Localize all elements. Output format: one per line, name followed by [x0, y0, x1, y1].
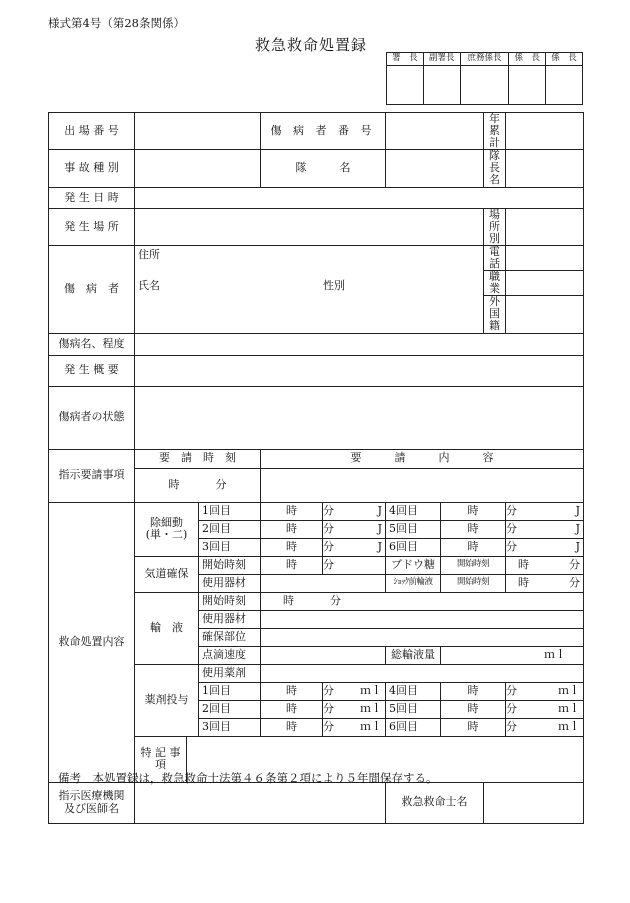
- paramedic-name-field[interactable]: [484, 782, 584, 823]
- drug-used-field[interactable]: [261, 664, 584, 682]
- airway-minute[interactable]: [323, 556, 386, 574]
- defib-hour: 時: [441, 520, 506, 538]
- team-leader-label: 隊 長 名: [484, 150, 506, 187]
- airway-hour: 時: [261, 556, 323, 574]
- defib-label: [135, 502, 199, 556]
- address-label: 住所: [138, 247, 160, 261]
- drug-min-ml[interactable]: [323, 718, 386, 736]
- defib-round-1: 1回目: [199, 502, 261, 520]
- place-type-field[interactable]: [506, 208, 584, 245]
- minute-unit: 分: [330, 593, 342, 607]
- defib-round-4: 4回目: [386, 502, 441, 520]
- minute-unit: 分: [323, 557, 335, 571]
- airway-equipment-label: 使用器材: [199, 574, 261, 592]
- stamp-box[interactable]: [509, 66, 546, 105]
- drug-round-3: 3回目: [199, 718, 261, 736]
- minute-unit: 分: [506, 719, 518, 733]
- drug-hour: 時: [261, 718, 323, 736]
- joule-unit: J: [377, 539, 383, 553]
- directing-institution-line2: 及び医師名: [64, 801, 119, 815]
- defib-hour: 時: [261, 538, 323, 556]
- occupation-label: 職 業: [484, 271, 506, 296]
- minute-unit: 分: [215, 477, 227, 491]
- drug-round-4: 4回目: [386, 682, 441, 700]
- drug-round-2: 2回目: [199, 700, 261, 718]
- patient-condition-label: 傷病者の状態: [49, 386, 135, 449]
- nationality-field[interactable]: [506, 296, 584, 333]
- team-leader-field[interactable]: [506, 150, 584, 187]
- infusion-equipment-field[interactable]: [261, 610, 584, 628]
- stamp-label: 署 長: [387, 53, 424, 66]
- request-content-field[interactable]: [261, 468, 584, 502]
- request-time-label: 要 請 時 刻: [135, 449, 261, 468]
- hour-unit: 時: [518, 557, 530, 571]
- defib-title: 除細動: [150, 515, 183, 529]
- drug-hour: 時: [441, 682, 506, 700]
- joule-unit: J: [575, 521, 581, 535]
- minute-unit: 分: [323, 521, 335, 535]
- hour-unit: 時: [283, 593, 295, 607]
- drug-min-ml[interactable]: [323, 682, 386, 700]
- minute-unit: 分: [506, 539, 518, 553]
- drug-hour: 時: [441, 700, 506, 718]
- drug-min-ml[interactable]: [506, 682, 584, 700]
- ml-unit: ｍｌ: [360, 683, 383, 697]
- drug-admin-label: 薬剤投与: [135, 664, 199, 736]
- infusion-label: 輸 液: [135, 592, 199, 664]
- drug-round-1: 1回目: [199, 682, 261, 700]
- patient-info-field[interactable]: [135, 245, 484, 333]
- minute-unit: 分: [506, 503, 518, 517]
- shock-time[interactable]: [506, 574, 584, 592]
- special-notes-label: 特 記 事 項: [135, 736, 187, 782]
- place-type-label: 場 所 別: [484, 208, 506, 245]
- infusion-equipment-label: 使用器材: [199, 610, 261, 628]
- record-table: [48, 112, 584, 824]
- minute-unit: 分: [506, 683, 518, 697]
- infusion-start-label: 開始時刻: [199, 592, 261, 610]
- drug-round-5: 5回目: [386, 700, 441, 718]
- drug-min-ml[interactable]: [506, 700, 584, 718]
- stamp-box[interactable]: [460, 66, 509, 105]
- approval-stamp-table: [386, 52, 583, 105]
- minute-unit: 分: [569, 575, 581, 589]
- drug-hour: 時: [261, 682, 323, 700]
- injury-name-label: 傷病名、程度: [49, 333, 135, 355]
- ml-unit: ｍｌ: [558, 683, 581, 697]
- minute-unit: 分: [569, 557, 581, 571]
- form-number: 様式第4号（第28条関係）: [48, 16, 185, 30]
- nationality-label: 外 国 籍: [484, 296, 506, 333]
- injury-name-field[interactable]: [135, 333, 584, 355]
- glucose-start-label: 開始時刻: [441, 556, 506, 574]
- defib-min-j[interactable]: [506, 502, 584, 520]
- phone-label: 電 話: [484, 245, 506, 270]
- paramedic-name-label: 救急救命士名: [386, 782, 484, 823]
- total-infusion-field[interactable]: [441, 646, 584, 664]
- joule-unit: J: [377, 503, 383, 517]
- summary-label: 発 生 概 要: [49, 355, 135, 386]
- patient-label: 傷 病 者: [49, 245, 135, 333]
- shock-infusion-label: ｼｮｯｸ前輪液: [386, 574, 441, 592]
- stamp-box[interactable]: [423, 66, 460, 105]
- team-name-label: 隊 名: [261, 150, 386, 187]
- defib-round-2: 2回目: [199, 520, 261, 538]
- access-site-label: 確保部位: [199, 628, 261, 646]
- occurrence-datetime-label: 発 生 日 時: [49, 187, 135, 208]
- drug-used-label: 使用薬剤: [199, 664, 261, 682]
- dispatch-no-field[interactable]: [135, 113, 261, 150]
- glucose-time[interactable]: [506, 556, 584, 574]
- ml-unit: ｍｌ: [360, 701, 383, 715]
- stamp-label: 副署長: [423, 53, 460, 66]
- stamp-label: 庶務係長: [460, 53, 509, 66]
- stamp-box[interactable]: [546, 66, 583, 105]
- form-title: 救急救命処置録: [255, 36, 368, 54]
- defib-min-j[interactable]: [506, 538, 584, 556]
- patient-condition-field[interactable]: [135, 386, 584, 449]
- defib-min-j[interactable]: [506, 520, 584, 538]
- shock-start-label: 開始時刻: [441, 574, 506, 592]
- accident-type-label: 事 故 種 別: [49, 150, 135, 187]
- yearly-total-field[interactable]: [506, 113, 584, 150]
- minute-unit: 分: [323, 683, 335, 697]
- remarks-note: 備考 本処置録は，救急救命士法第４６条第２項により５年間保存する。: [58, 771, 438, 785]
- joule-unit: J: [575, 503, 581, 517]
- defib-hour: 時: [441, 502, 506, 520]
- request-time-field[interactable]: [135, 468, 261, 502]
- airway-equipment-field[interactable]: [261, 574, 386, 592]
- patient-no-label: 傷 病 者 番 号: [261, 113, 386, 150]
- occurrence-datetime-field[interactable]: [135, 187, 584, 208]
- minute-unit: 分: [323, 503, 335, 517]
- defib-hour: 時: [441, 538, 506, 556]
- directing-institution-field[interactable]: [135, 782, 386, 823]
- infusion-start-field[interactable]: [261, 592, 584, 610]
- ml-unit: ｍｌ: [558, 719, 581, 733]
- sex-label: 性別: [323, 278, 345, 292]
- directing-institution-label: [49, 782, 135, 823]
- hour-unit: 時: [168, 477, 180, 491]
- glucose-label: ブドウ糖: [386, 556, 441, 574]
- minute-unit: 分: [506, 701, 518, 715]
- minute-unit: 分: [323, 701, 335, 715]
- defib-round-6: 6回目: [386, 538, 441, 556]
- stamp-box[interactable]: [387, 66, 424, 105]
- patient-no-field[interactable]: [386, 113, 484, 150]
- team-name-field[interactable]: [386, 150, 484, 187]
- dispatch-no-label: 出 場 番 号: [49, 113, 135, 150]
- hour-unit: 時: [518, 575, 530, 589]
- drip-rate-field[interactable]: [261, 646, 386, 664]
- stamp-label: 係 長: [509, 53, 546, 66]
- ml-unit: ｍｌ: [360, 719, 383, 733]
- joule-unit: J: [377, 521, 383, 535]
- drug-round-6: 6回目: [386, 718, 441, 736]
- name-label: 氏名: [138, 278, 160, 292]
- instruction-request-label: 指示要請事項: [49, 449, 135, 502]
- defib-min-j[interactable]: [323, 538, 386, 556]
- ml-unit: ｍｌ: [544, 647, 567, 661]
- defib-round-3: 3回目: [199, 538, 261, 556]
- total-infusion-label: 総輸液量: [386, 646, 441, 664]
- drug-hour: 時: [441, 718, 506, 736]
- defib-sub: (単・二): [145, 528, 188, 541]
- minute-unit: 分: [506, 521, 518, 535]
- minute-unit: 分: [323, 719, 335, 733]
- defib-round-5: 5回目: [386, 520, 441, 538]
- defib-hour: 時: [261, 502, 323, 520]
- request-content-label: 要 請 内 容: [261, 449, 584, 468]
- summary-field[interactable]: [135, 355, 584, 386]
- defib-min-j[interactable]: [323, 502, 386, 520]
- drug-hour: 時: [261, 700, 323, 718]
- joule-unit: J: [575, 539, 581, 553]
- occurrence-place-label: 発 生 場 所: [49, 208, 135, 245]
- airway-label: 気道確保: [135, 556, 199, 592]
- treatment-label: 救命処置内容: [49, 502, 135, 782]
- stamp-label: 係 長: [546, 53, 583, 66]
- access-site-field[interactable]: [261, 628, 584, 646]
- yearly-total-label: 年 累 計: [484, 113, 506, 150]
- drug-min-ml[interactable]: [323, 700, 386, 718]
- airway-start-label: 開始時刻: [199, 556, 261, 574]
- directing-institution-line1: 指示医療機関: [58, 789, 125, 803]
- occurrence-place-field[interactable]: [135, 208, 484, 245]
- drip-rate-label: 点滴速度: [199, 646, 261, 664]
- defib-min-j[interactable]: [323, 520, 386, 538]
- ml-unit: ｍｌ: [558, 701, 581, 715]
- minute-unit: 分: [323, 539, 335, 553]
- accident-type-field[interactable]: [135, 150, 261, 187]
- drug-min-ml[interactable]: [506, 718, 584, 736]
- defib-hour: 時: [261, 520, 323, 538]
